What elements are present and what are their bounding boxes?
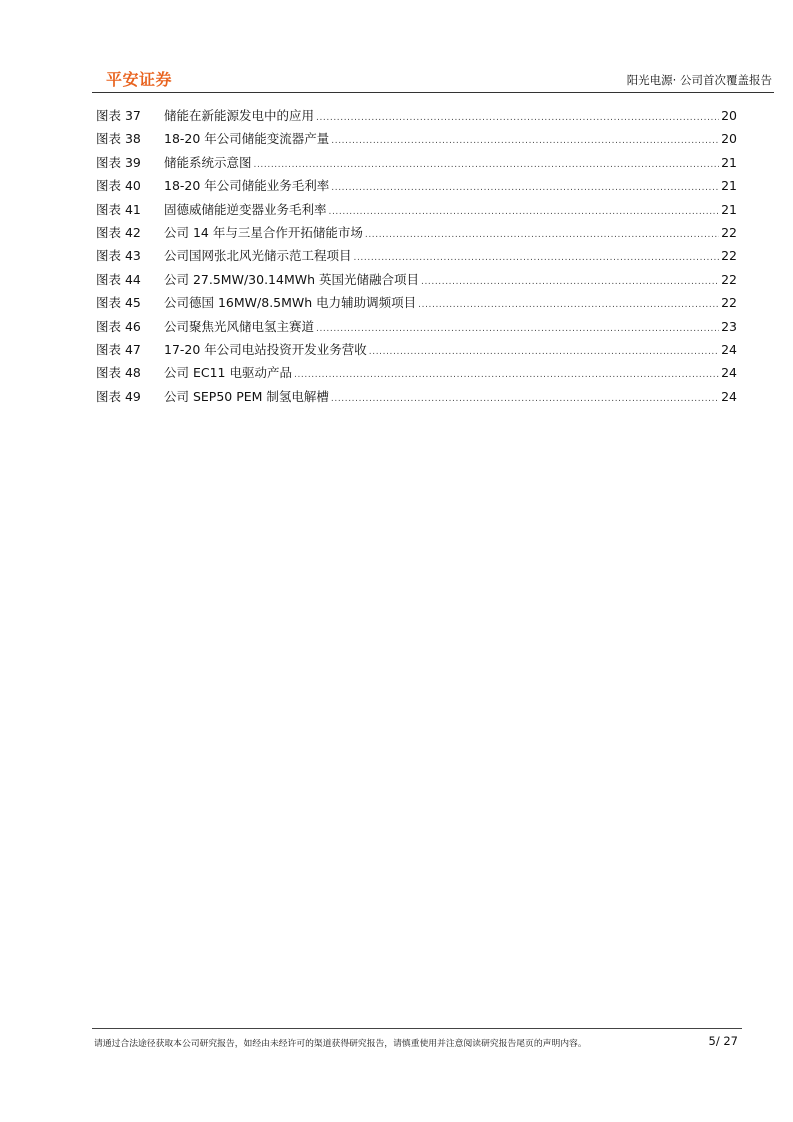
toc-entry-label: 图表 42 — [96, 224, 141, 240]
toc-entry-page: 22 — [721, 295, 737, 311]
toc-entry-label: 图表 40 — [96, 178, 141, 194]
toc-entry-title: 储能系统示意图 — [164, 154, 252, 170]
toc-entry[interactable] — [96, 174, 737, 197]
toc-entry-title: 公司 SEP50 PEM 制氢电解槽 — [164, 388, 329, 404]
toc-entry[interactable] — [96, 338, 737, 361]
footer-disclaimer: 请通过合法途径获取本公司研究报告，如经由未经许可的渠道获得研究报告，请慎重使用并注意阅读研究报告尾页的声明内容。 — [94, 1039, 587, 1049]
page-number: 5/ 27 — [708, 1034, 738, 1048]
toc-entry[interactable] — [96, 198, 737, 221]
toc-entry-title: 公司国网张北风光储示范工程项目 — [164, 248, 352, 264]
toc-entry-page: 21 — [721, 178, 737, 194]
toc-entry-title: 公司 EC11 电驱动产品 — [164, 365, 292, 381]
page-header — [92, 66, 774, 93]
toc-entry-page: 22 — [721, 271, 737, 287]
toc-entry-label: 图表 49 — [96, 388, 141, 404]
toc-entry-title: 储能在新能源发电中的应用 — [164, 108, 315, 123]
toc-entry-page: 23 — [721, 318, 737, 334]
toc-entry[interactable] — [96, 361, 737, 384]
toc-entry[interactable] — [96, 385, 737, 408]
toc-entry-label: 图表 41 — [96, 201, 141, 217]
company-logo: 平安证券 — [106, 70, 173, 89]
toc-entry-label: 图表 48 — [96, 365, 141, 381]
toc-entry-label: 图表 47 — [96, 341, 141, 357]
toc-entry-label: 图表 45 — [96, 295, 141, 311]
toc-entry-page: 20 — [721, 131, 737, 147]
dot-leader — [331, 388, 719, 411]
toc-entry-page: 24 — [721, 341, 737, 357]
toc-entry-title: 18-20 年公司储能变流器产量 — [164, 131, 330, 147]
toc-entry-label: 图表 38 — [96, 131, 141, 147]
toc-entry-page: 20 — [721, 108, 737, 123]
toc-entry[interactable] — [96, 268, 737, 291]
report-title: 阳光电源· 公司首次覆盖报告 — [626, 73, 772, 87]
toc-entry[interactable] — [96, 221, 737, 244]
toc-entry[interactable] — [96, 315, 737, 338]
toc-entry-label: 图表 39 — [96, 154, 141, 170]
toc-entry-label: 图表 37 — [96, 108, 141, 123]
toc-entry[interactable] — [96, 244, 737, 267]
toc-entry-page: 24 — [721, 388, 737, 404]
page-footer — [92, 1028, 742, 1049]
toc-entry-label: 图表 46 — [96, 318, 141, 334]
toc-entry-title: 固德威储能逆变器业务毛利率 — [164, 201, 327, 217]
toc-entry-page: 24 — [721, 365, 737, 381]
toc-entry-page: 22 — [721, 248, 737, 264]
toc-entry[interactable] — [96, 291, 737, 314]
figure-list — [96, 104, 737, 408]
toc-entry[interactable] — [96, 151, 737, 174]
toc-entry-title: 公司聚焦光风储电氢主赛道 — [164, 318, 315, 334]
toc-entry-title: 公司 27.5MW/30.14MWh 英国光储融合项目 — [164, 271, 419, 287]
toc-entry-title: 17-20 年公司电站投资开发业务营收 — [164, 341, 367, 357]
toc-entry-title: 公司 14 年与三星合作开拓储能市场 — [164, 224, 363, 240]
toc-entry-title: 公司德国 16MW/8.5MWh 电力辅助调频项目 — [164, 295, 417, 311]
toc-entry-page: 22 — [721, 224, 737, 240]
toc-entry-title: 18-20 年公司储能业务毛利率 — [164, 178, 330, 194]
toc-entry-label: 图表 44 — [96, 271, 141, 287]
toc-entry[interactable] — [96, 104, 737, 127]
toc-entry[interactable] — [96, 127, 737, 150]
toc-entry-page: 21 — [721, 201, 737, 217]
toc-entry-page: 21 — [721, 154, 737, 170]
toc-entry-label: 图表 43 — [96, 248, 141, 264]
